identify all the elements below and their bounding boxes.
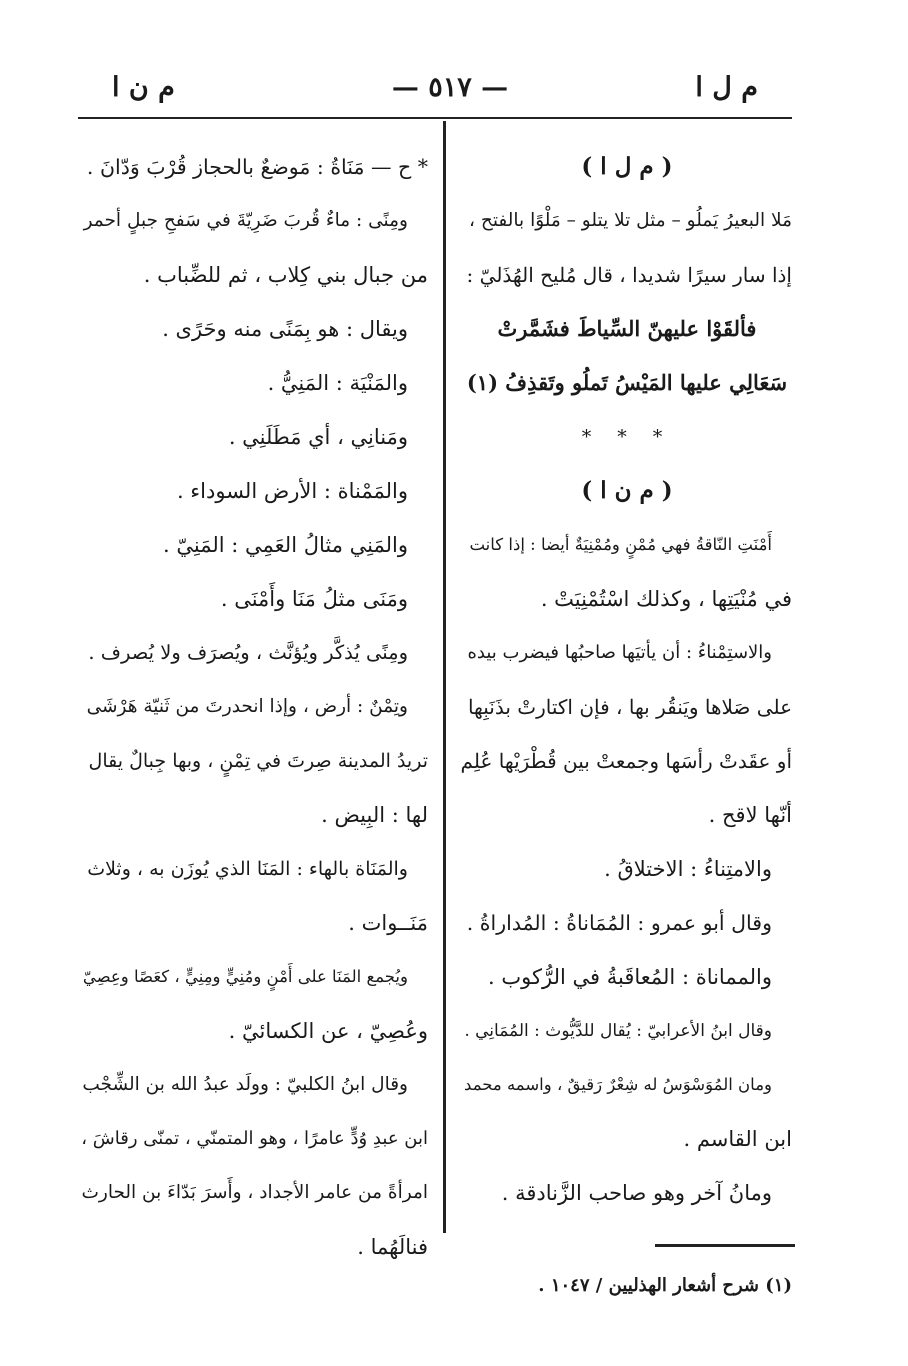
text-line: فنالَهُما . [357,1235,428,1259]
text-line: ومانُ آخر وهو صاحب الزَّنادقة . [501,1181,772,1205]
text-line: أَمْنَتِ النّاقةُ فهي مُمْنٍ ومُمْنِيَةٌ أيضا : إذا كانت [469,535,772,554]
header-rule [78,117,792,119]
verse-line: فألقَوْا عليهنّ السِّياطَ فشَمَّرتْ [497,316,757,341]
text-line: * ح — مَنَاةُ : مَوضعٌ بالحجاز قُرْبَ وَدّانَ . [86,155,428,179]
text-line: والاستِمْناءُ : أن يأتيَها صاحبُها فيضرب بيده [467,642,772,663]
text-line: مَنَــوات . [348,911,428,935]
text-line: تريدُ المدينة صِرتَ في تِمْنٍ ، وبها جِبالٌ يقال [88,750,428,772]
text-line: والمَنِي مثالُ العَمِي : المَنِيّ . [163,533,408,557]
verse-line: سَعَالِي عليها المَيْسُ تَملُو وتَقذِفُ (١) [466,370,788,395]
text-line: والمماناة : المُعاقَبةُ في الرُّكوب . [488,965,772,989]
header-right-root: م ل ا [695,72,758,103]
text-line: ومِنًى يُذكَّر ويُؤنَّث ، ويُصرَف ولا يُصرف . [88,641,408,664]
text-line: ومِنًى : ماءٌ قُربَ ضَرِيّةَ في سَفحِ جبلٍ أحمر [83,210,408,231]
text-line: وعُصِيّ ، عن الكسائيّ . [228,1019,428,1043]
text-line: ومَنَى مثلُ مَنَا وأَمْنَى . [220,587,408,611]
text-line: ويُجمع المَنَا على أَمْنٍ ومُنِيٍّ ومِنِيٍّ ، كعَصًا وعِصِيّ [82,967,408,986]
text-line: وتِمْنٌ : أرض ، وإذا انحدرتَ من ثَنيّة هَرْشَى [86,696,408,717]
page-number: — ٥١٧ — [391,72,509,103]
section-heading: ( م ن ا ) [581,477,673,504]
column-divider [443,121,446,1233]
text-line: من جبال بني كِلاب ، ثم للضِّباب . [143,263,428,287]
right-column [462,140,792,1220]
text-line: وقال ابنُ الكلبيّ : وولَد عبدُ الله بن الشِّجْب [82,1074,408,1095]
text-line: والمَمْناة : الأرض السوداء . [176,479,408,503]
text-line: ومان المُوَسْوَسُ له شِعْرٌ رَقيقٌ ، واسمه محمد [464,1075,772,1094]
text-line: مَلا البعيرُ يَملُو – مثل تلا يتلو – مَلْوًا بالفتح ، [469,210,792,231]
text-line: ابن عبدِ وُدٍّ عامرًا ، وهو المتمنّي ، تمنّى رقاشَ ، [81,1128,428,1149]
text-line: وقال ابنُ الأعرابيّ : يُقال للدَّيُّوث : المُمَانِي . [464,1021,772,1041]
text-line: ومَنانِي ، أي مَطَلَنِي . [228,425,408,449]
section-separator: * * * [581,426,673,448]
text-line: إذا سار سيرًا شديدا ، قال مُليح الهُذَليّ : [466,263,792,287]
text-line: لها : البِيض . [321,803,428,827]
footnote-rule [655,1244,795,1247]
text-line: وقال أبو عمرو : المُمَاناةُ : المُداراةُ . [466,911,772,935]
text-line: امرأةً من عامر الأجداد ، وأَسرَ بَدّاءَ بن الحارث [81,1182,428,1203]
text-line: والمَنَاة بالهاء : المَنَا الذي يُوزَن به ، وثلاث [87,858,408,880]
text-line: على صَلاها ويَنقُر بها ، فإن اكتارتْ بذَنَبِها [467,695,792,719]
text-line: في مُنْيَتِها ، وكذلك اسْتُمْنِيَتْ . [540,587,792,611]
footnote: (١) شرح أشعار الهذليين / ١٠٤٧ . [538,1275,792,1296]
header-left-root: م ن ا [112,72,175,103]
text-line: ابن القاسم . [683,1127,792,1151]
left-column [82,140,428,1274]
section-heading: ( م ل ا ) [581,153,673,180]
text-line: أنّها لاقح . [708,803,792,827]
text-line: والمَنْيَة : المَنِيُّ . [267,371,408,395]
text-line: أو عقَدتْ رأسَها وجمعتْ بين قُطْرَيْها عُلِم [460,749,792,773]
text-line: والامتِناءُ : الاختلاقُ . [604,857,772,881]
text-line: ويقال : هو بِمَنًى منه وحَرًى . [162,317,408,341]
